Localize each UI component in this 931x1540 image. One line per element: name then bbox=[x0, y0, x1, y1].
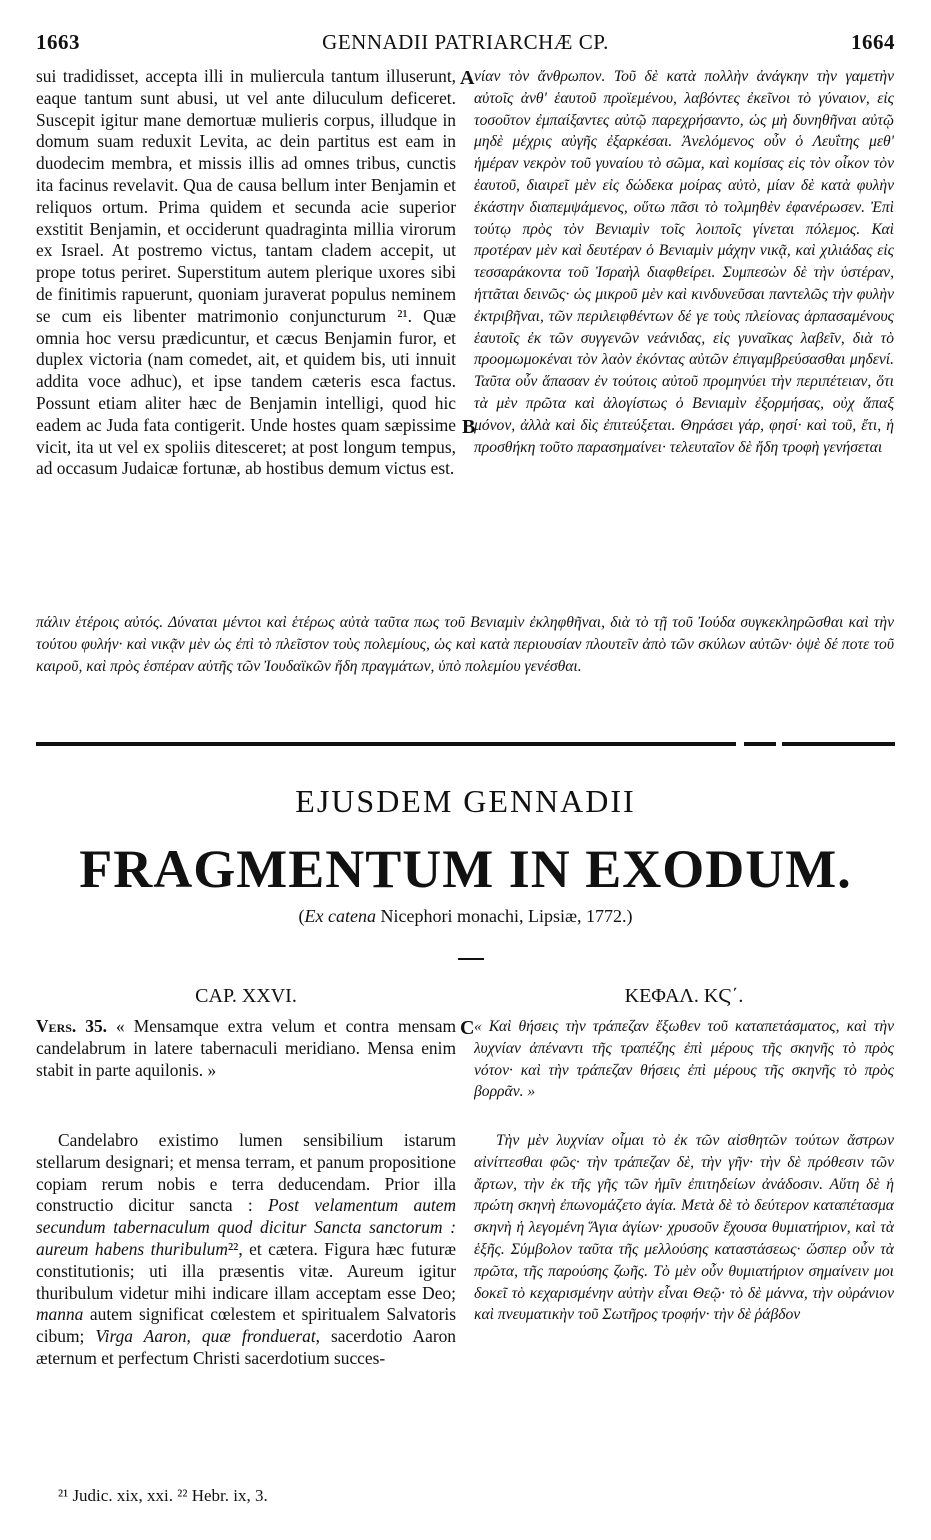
margin-marker-a: A bbox=[460, 67, 475, 89]
running-title: GENNADII PATRIARCHÆ CP. bbox=[322, 30, 609, 54]
verse-greek bbox=[474, 1016, 894, 1126]
source-italic: Ex catena bbox=[304, 906, 376, 926]
margin-marker-b: B bbox=[462, 416, 476, 438]
section-source bbox=[0, 906, 931, 927]
divider-gap bbox=[776, 742, 782, 746]
verse-latin bbox=[36, 1016, 456, 1086]
commentary-latin-virga: Virga Aaron, quæ fronduerat bbox=[95, 1326, 316, 1347]
greek-text-top: νίαν τὸν ἄνθρωπον. Τοῦ δὲ κατὰ πολλὴν ἀνάγκην τὴν γαμετὴν αὐτοῖς ἀνθ' ἑαυτοῦ προϊεμένου, λαβόντες ἐκεῖνοι τὸ γύναιον, εἰς τοσοῦτον ἐμπαίξαντες αὐτῷ παρεχρήσαντο, ὡς μὴ δυνηθῆναι αὐτῷ μηδὲ μέχρις αὐγῆς ἐξαρκέσαι. Ἀνελόμενος οὖν ὁ Λευΐτης μεθ' ἡμέραν νεκρὸν τοῦ γυναίου τὸ σῶμα, καὶ κομίσας εἰς τὸν οἶκον τὸν ἑαυτοῦ, διαιρεῖ μὲν εἰς δώδεκα μοίρας αὐτὸ, μίαν δὲ κατὰ φυλὴν ἑκάστην διαπεμψάμενος, οὕτω πᾶσι τὸ τολμηθὲν ἐφανέρωσεν. Ἐπὶ τούτῳ πρὸς τὸν Βενιαμὶν τοῖς λοιποῖς γίνεται πόλεμος. Καὶ προτέραν μὲν καὶ δευτέραν ὁ Βενιαμὶν μάχην νικᾷ, καὶ χιλιάδας εἰς τεσσαράκοντα τοῦ Ἰσραὴλ διαφθείρει. Συμπεσὼν δὲ τὴν ὑστέραν, ἡττᾶται δεινῶς· ὡς μικροῦ μὲν καὶ κινδυνεῦσαι παντελῶς τὴν φυλὴν ἐκτριβῆναι, τῶν περιλειφθέντων δέ γε τοὺς πλείονας ἁρπασαμένους ἑαυτοῖς ἐκ τῶν συγγενῶν νεάνιδας, εἰς γυναῖκας λαβεῖν, διὰ τὸ προομωμοκέναι τὸν λαὸν ἐκόντας αὐτῶν ἐπιγαμβρεύσασθαι μηδενί. Ταῦτα οὖν ἅπασαν ἐν τούτοις αὐτοῦ προμηνύει τὴν περιπέτειαν, ὅτι τὰ μὲν πρῶτα καὶ ἀλογίστως ὁ Βενιαμὶν ἐξορμήσας, οὐχ ἅπαξ μόνον, ἀλλὰ καὶ δὶς ἐπιτεύξεται. Θηράσει γάρ, φησί· καὶ τοῦ, ἔτι, ἡ προσθήκη τοῦτο παρασημαίνει· τελευταῖον δὲ ἤδη τροφὴ γενήσεται bbox=[474, 68, 894, 456]
commentary-latin-1: Candelabro existimo lumen sensibilium istarum stellarum designari; et mensa terram, et panum propositione copiam rerum nobis e terra deducendam. Prior illa constructio dicitur sancta : bbox=[36, 1130, 456, 1216]
section-title: FRAGMENTUM IN EXODUM. bbox=[79, 839, 852, 899]
commentary-latin-4: , sacerdotio Aaron æternum et perfectum Christi sacerdotium succes- bbox=[36, 1326, 456, 1368]
section-author-heading: EJUSDEM GENNADII bbox=[295, 783, 636, 819]
page-number-left: 1663 bbox=[36, 30, 80, 54]
verse-latin-text: « Mensamque extra velum et contra mensam candelabrum in latere tabernaculi meridiano. Mensa enim stabit in parte aquilonis. » bbox=[36, 1016, 456, 1080]
commentary-greek bbox=[474, 1130, 894, 1440]
source-rest: Nicephori monachi, Lipsiæ, 1772.) bbox=[376, 906, 633, 926]
commentary-greek-text: Τὴν μὲν λυχνίαν οἶμαι τὸ ἐκ τῶν αἰσθητῶν τούτων ἄστρων αἰνίττεσθαι φῶς· τὴν τράπεζαν δὲ, τὴν γῆν· τὴν δὲ πρόθεσιν τῶν ἄρτων, τὴν ἐκ τῆς γῆς τῶν ἡμῖν ἐπιτηδείων ἀνάδοσιν. Αὕτη δὲ ἡ πρώτη σκηνὴ ἐπωνομάζετο ἁγία. Μετὰ δὲ τὸ δεύτερον καταπέτασμα σκηνὴ ἡ λεγομένη Ἅγια ἁγίων· χρυσοῦν ἔχουσα θυμιατήριον, καὶ τὰ ἑξῆς. Σύμβολον ταῦτα τῆς μελλούσης καταστάσεως· ὥσπερ οὖν τὰ πρῶτα, τῆς παρούσης ζωῆς. Τὸ μὲν οὖν θυμιατήριον σημαίνειν μοι δοκεῖ τὸ κεχαρισμένην αὐτὴν εἶναι Θεῷ· τὸ δὲ μάννα, τὴν οὐράνιον καὶ πνευματικὴν τοῦ Σωτῆρος τροφήν· τὴν δὲ ῥάβδον bbox=[474, 1132, 894, 1324]
divider-gap bbox=[736, 742, 744, 746]
footnotes: ²¹ Judic. xix, xxi. ²² Hebr. ix, 3. bbox=[58, 1486, 268, 1505]
running-head bbox=[36, 30, 895, 60]
source-paren: ( bbox=[298, 906, 305, 926]
margin-marker-c: C bbox=[460, 1017, 475, 1039]
commentary-latin-2: ²², et cætera. Figura hæc futuræ constitutionis; uti illa præsentis vitæ. Aureum igitur thuribulum videtur mihi indicare illam acceptam esse Deo; bbox=[36, 1238, 456, 1303]
section-divider bbox=[36, 742, 895, 746]
verse-greek-text: « Καὶ θήσεις τὴν τράπεζαν ἔξωθεν τοῦ καταπετάσματος, καὶ τὴν λυχνίαν ἀπέναντι τῆς τραπέζης ἐπὶ μέρους τῆς σκηνῆς τὸ πρὸς νότον· καὶ τὴν τράπεζαν θήσεις ἐπὶ μέρους τῆς σκηνῆς τὸ πρὸς βορρᾶν. » bbox=[474, 1018, 894, 1101]
chapter-heading-latin: CAP. XXVI. bbox=[195, 985, 297, 1007]
short-rule bbox=[458, 958, 484, 960]
greek-full-width bbox=[36, 612, 894, 722]
chapter-heading-greek: ΚΕΦΑΛ. ΚϚ΄. bbox=[624, 985, 744, 1007]
page-number-right: 1664 bbox=[851, 30, 895, 54]
latin-column-top bbox=[36, 66, 456, 612]
greek-text-full-width: πάλιν ἑτέροις αὐτός. Δύναται μέντοι καὶ ἑτέρως αὐτὰ ταῦτα πως τοῦ Βενιαμὶν ἐκληφθῆναι, διὰ τὸ τῇ τοῦ Ἰούδα συγκεκληρῶσθαι καὶ τὴν τούτου φυλήν· καὶ νικᾷν μὲν ὡς ἐπὶ τὸ πλεῖστον τοὺς πολεμίους, ὡς καὶ κατὰ περιουσίαν πλουτεῖν ἀπὸ τῶν σκύλων αὐτῶν· ὀψὲ δέ ποτε τοῦ καιροῦ, καὶ πρὸς ἑσπέραν αὐτῆς τῶν Ἰουδαϊκῶν ἤδη πραγμάτων, ὑπὸ πολεμίου γενέσθαι. bbox=[36, 614, 894, 675]
latin-text-top: sui tradidisset, accepta illi in muliercula tantum illuserunt, eaque tantum sunt abusi, ut vel ante diluculum deficeret. Suscepit igitur mane demortuæ mulieris corpus, illudque in domum suam reduxit Levita, ac dein partitus est eam in duodecim membra, et missis illis ad omnes tribus, cunctis ita facinus revelavit. Qua de causa bellum inter Benjamin et reliquos ortum. Prima quidem et secunda acie superior exstitit Benjamin, et occiderunt quadraginta millia virorum ex Israel. At postremo victus, tantam cladem accepit, ut prope totus periret. Superstitum autem plerique uxores sibi de finitimis rapuerunt, quoniam juraverat populus neminem se cum eis libenter matrimonio conjuncturum ²¹. Quæ omnia hoc versu prædicuntur, et cæcus Benjamin furor, et duplex victoria (nam comedet, ait, et quidem bis, uti innuit addita voce adhuc), et ipse tandem cæteris esca factus. Possunt etiam aliter hæc de Benjamin intelligi, quod hic eadem ac Juda fata contigerit. Unde hostes quam sæpissime vicit, ita ut vel ex spoliis ditesceret; at post longum tempus, ad occasum Judaicæ fortunæ, ab hostibus demum victus est. bbox=[36, 66, 456, 479]
greek-column-top bbox=[474, 66, 894, 612]
commentary-latin-3: autem significat cœlestem et spiritualem Salvatoris cibum; bbox=[36, 1304, 456, 1347]
commentary-latin bbox=[36, 1130, 456, 1440]
commentary-latin-quote: Post velamentum autem secundum tabernaculum quod dicitur Sancta sanctorum : aureum habens thuribulum bbox=[36, 1195, 456, 1259]
commentary-latin-manna: manna bbox=[36, 1304, 84, 1325]
verse-label: Vers. 35. bbox=[36, 1016, 108, 1036]
